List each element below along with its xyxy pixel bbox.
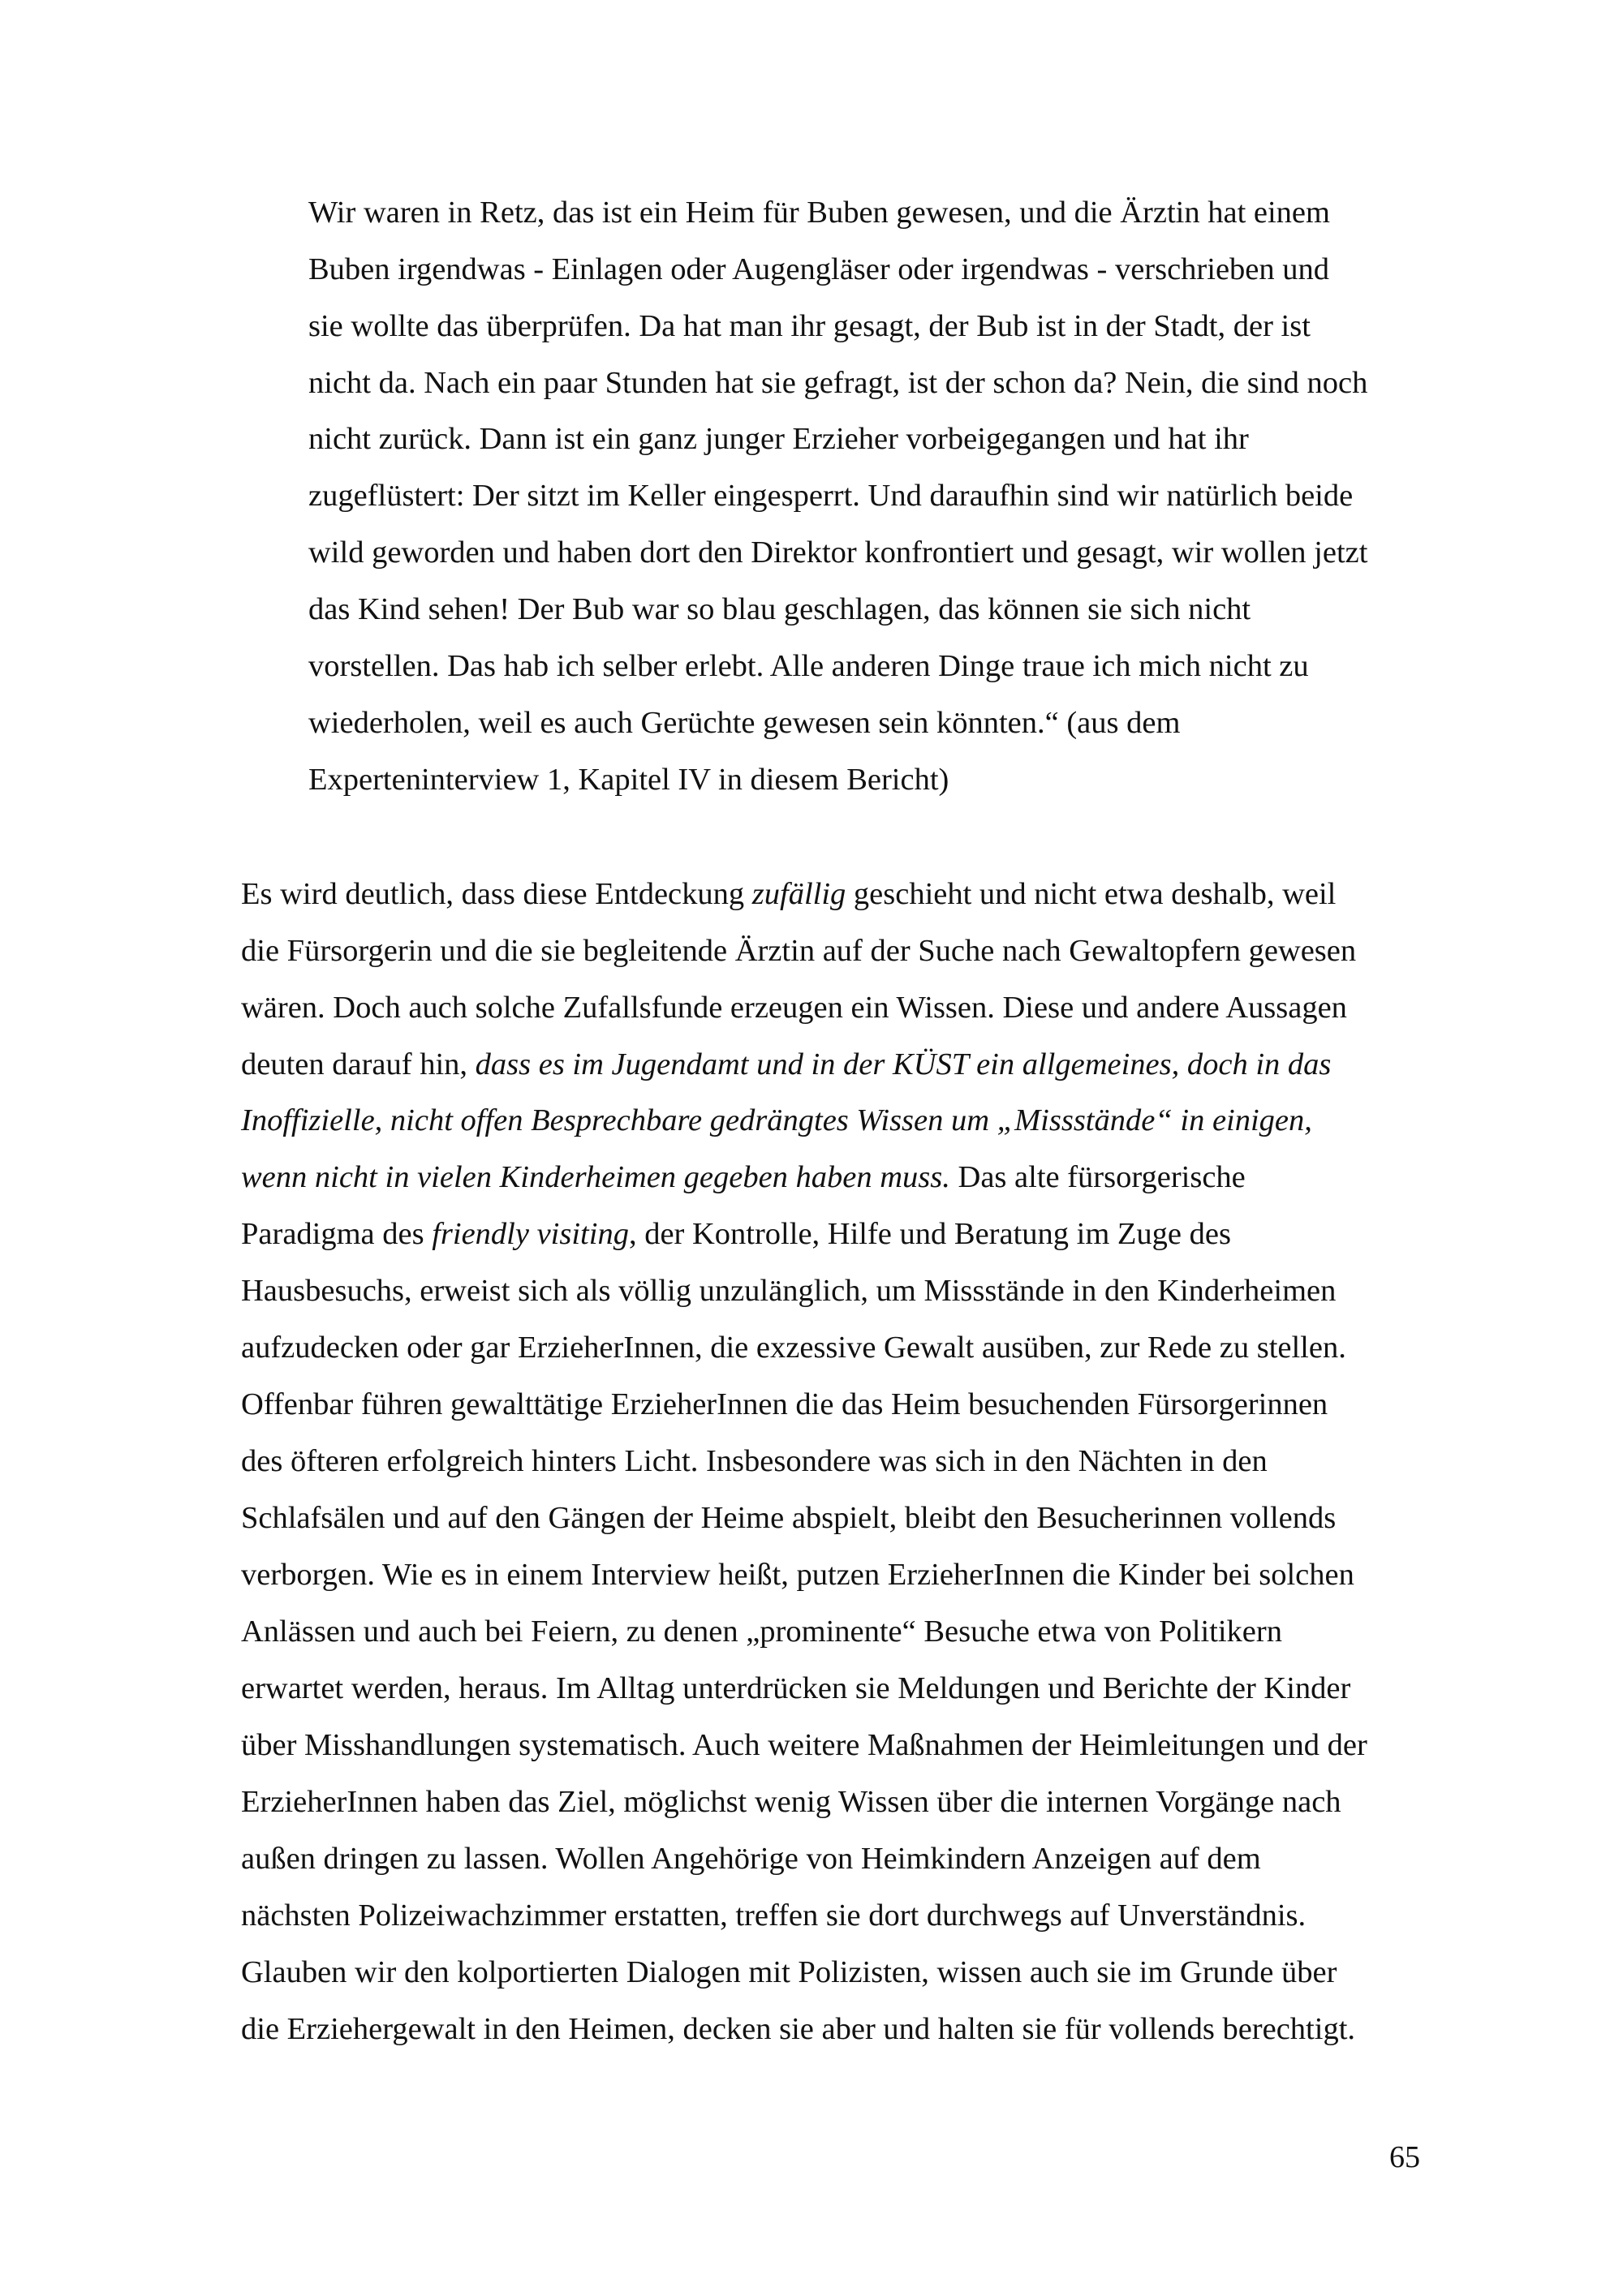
- quote-line: Buben irgendwas - Einlagen oder Augengläser oder irgendwas - verschrieben und: [308, 252, 1329, 286]
- quote-line: wild geworden und haben dort den Direktor konfrontiert und gesagt, wir wollen jetzt: [308, 535, 1368, 570]
- emphasis: Inoffizielle, nicht offen Besprechbare gedrängtes Wissen um „Missstände“ in einigen,: [241, 1103, 1312, 1137]
- body-line: Anlässen und auch bei Feiern, zu denen „prominente“ Besuche etwa von Politikern: [241, 1615, 1282, 1649]
- body-line: Paradigma des friendly visiting, der Kontrolle, Hilfe und Beratung im Zuge des: [241, 1217, 1231, 1251]
- body-line: verborgen. Wie es in einem Interview heißt, putzen ErzieherInnen die Kinder bei solchen: [241, 1558, 1354, 1592]
- emphasis: dass es im Jugendamt und in der KÜST ein allgemeines, doch in das: [475, 1047, 1332, 1081]
- page-number: 65: [1389, 2140, 1420, 2174]
- body-line: Hausbesuchs, erweist sich als völlig unzulänglich, um Missstände in den Kinderheimen: [241, 1274, 1337, 1308]
- body-line: deuten darauf hin, dass es im Jugendamt und in der KÜST ein allgemeines, doch in das: [241, 1047, 1332, 1081]
- quote-line: sie wollte das überprüfen. Da hat man ihr gesagt, der Bub ist in der Stadt, der ist: [308, 309, 1311, 343]
- body-line: wären. Doch auch solche Zufallsfunde erzeugen ein Wissen. Diese und andere Aussagen: [241, 991, 1347, 1025]
- body-line: Offenbar führen gewalttätige ErzieherInnen die das Heim besuchenden Fürsorgerinnen: [241, 1387, 1328, 1421]
- emphasis: wenn nicht in vielen Kinderheimen gegeben haben muss.: [241, 1160, 950, 1194]
- quote-line: Wir waren in Retz, das ist ein Heim für Buben gewesen, und die Ärztin hat einem: [308, 196, 1330, 230]
- emphasis: friendly visiting: [432, 1217, 629, 1251]
- body-line: erwartet werden, heraus. Im Alltag unterdrücken sie Meldungen und Berichte der Kinder: [241, 1671, 1351, 1705]
- quote-line: wiederholen, weil es auch Gerüchte gewesen sein könnten.“ (aus dem: [308, 706, 1181, 740]
- body-line: ErzieherInnen haben das Ziel, möglichst wenig Wissen über die internen Vorgänge nach: [241, 1785, 1341, 1819]
- quote-line: nicht zurück. Dann ist ein ganz junger Erzieher vorbeigegangen und hat ihr: [308, 422, 1249, 456]
- quote-line: vorstellen. Das hab ich selber erlebt. Alle anderen Dinge traue ich mich nicht zu: [308, 649, 1309, 683]
- quote-line: zugeflüstert: Der sitzt im Keller eingesperrt. Und daraufhin sind wir natürlich beide: [308, 479, 1354, 513]
- body-line: die Erziehergewalt in den Heimen, decken sie aber und halten sie für vollends berechtigt.: [241, 2012, 1356, 2046]
- body-line: Es wird deutlich, dass diese Entdeckung zufällig geschieht und nicht etwa deshalb, weil: [241, 877, 1337, 911]
- quote-line: Experteninterview 1, Kapitel IV in diesem Bericht): [308, 763, 949, 797]
- body-line: aufzudecken oder gar ErzieherInnen, die exzessive Gewalt ausüben, zur Rede zu stellen.: [241, 1331, 1346, 1365]
- body-line: wenn nicht in vielen Kinderheimen gegeben haben muss. Das alte fürsorgerische: [241, 1160, 1246, 1194]
- body-line: über Misshandlungen systematisch. Auch weitere Maßnahmen der Heimleitungen und der: [241, 1728, 1367, 1762]
- body-line: Schlafsälen und auf den Gängen der Heime abspielt, bleibt den Besucherinnen vollends: [241, 1501, 1337, 1535]
- body-line: die Fürsorgerin und die sie begleitende Ärztin auf der Suche nach Gewaltopfern gewesen: [241, 934, 1357, 968]
- body-line: [241, 1105, 1312, 1137]
- quote-line: das Kind sehen! Der Bub war so blau geschlagen, das können sie sich nicht: [308, 592, 1251, 626]
- body-line: Glauben wir den kolportierten Dialogen mit Polizisten, wissen auch sie im Grunde über: [241, 1955, 1337, 1989]
- quote-line: nicht da. Nach ein paar Stunden hat sie gefragt, ist der schon da? Nein, die sind noch: [308, 366, 1368, 400]
- body-line: des öfteren erfolgreich hinters Licht. Insbesondere was sich in den Nächten in den: [241, 1444, 1268, 1478]
- body-line: außen dringen zu lassen. Wollen Angehörige von Heimkindern Anzeigen auf dem: [241, 1842, 1261, 1876]
- emphasis: zufällig: [751, 877, 846, 911]
- body-line: nächsten Polizeiwachzimmer erstatten, treffen sie dort durchwegs auf Unverständnis.: [241, 1898, 1307, 1933]
